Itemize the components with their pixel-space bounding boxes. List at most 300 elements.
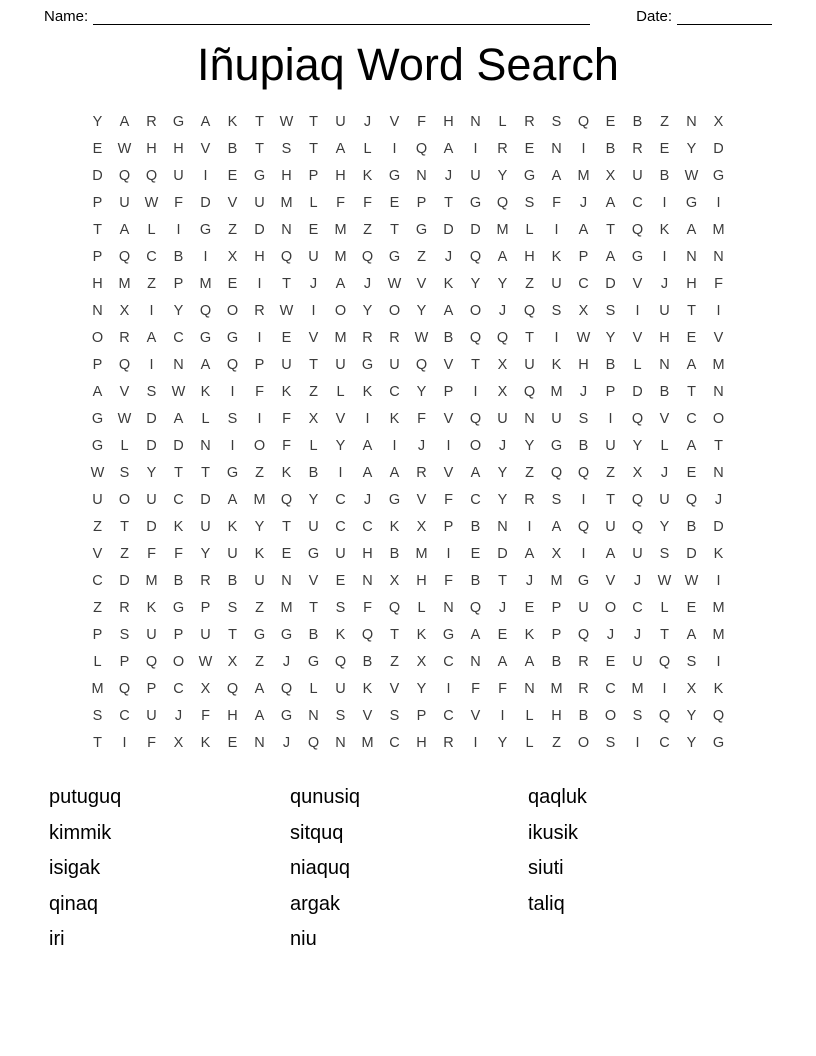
grid-cell: K [281,384,292,400]
grid-cell: G [253,168,266,184]
grid-cell: D [146,411,157,427]
grid-cell: L [336,384,345,400]
grid-cell: D [686,546,697,562]
grid-cell: Q [118,249,131,265]
grid-cell: D [497,546,508,562]
grid-cell: O [604,600,617,616]
grid-cell: I [122,735,127,751]
grid-cell: H [227,708,238,724]
grid-cell: R [443,735,454,751]
grid-cell: U [470,168,481,184]
grid-cell: K [227,114,238,130]
grid-cell: N [524,411,535,427]
grid-cell: L [309,438,318,454]
grid-cell: C [335,519,346,535]
grid-cell: U [605,519,616,535]
grid-cell: L [525,708,534,724]
grid-cell: B [605,141,616,157]
grid-cell: U [254,195,265,211]
grid-cell: B [632,114,643,130]
grid-cell: Z [255,465,264,481]
grid-cell: R [524,492,535,508]
grid-cell: K [551,357,562,373]
grid-cell: V [389,114,400,130]
grid-cell: M [280,600,293,616]
grid-cell: U [335,546,346,562]
grid-cell: F [147,735,156,751]
grid-cell: A [200,114,211,130]
grid-cell: Y [470,276,481,292]
grid-cell: K [659,222,670,238]
grid-cell: T [444,195,453,211]
grid-cell: Z [525,465,534,481]
grid-cell: I [257,411,262,427]
grid-cell: Q [469,600,482,616]
grid-cell: C [443,708,454,724]
grid-cell: N [470,114,481,130]
grid-cell: Y [497,276,508,292]
grid-cell: A [389,465,400,481]
grid-cell: V [659,411,670,427]
grid-cell: I [608,411,613,427]
grid-cell: U [308,519,319,535]
grid-cell: Q [577,465,590,481]
grid-cell: J [363,114,372,130]
grid-cell: I [203,168,208,184]
grid-cell: U [632,654,643,670]
grid-cell: B [470,519,481,535]
grid-cell: D [443,222,454,238]
grid-cell: Y [497,465,508,481]
grid-cell: R [416,465,427,481]
grid-cell: L [660,438,669,454]
grid-cell: E [605,114,616,130]
grid-cell: E [686,330,697,346]
grid-row [84,568,732,595]
grid-cell: F [174,195,183,211]
grid-cell: S [551,303,562,319]
grid-cell: B [551,654,562,670]
grid-cell: U [524,357,535,373]
grid-cell: Y [686,141,697,157]
grid-cell: Y [146,465,157,481]
name-label: Name: [44,8,89,25]
grid-cell: Q [577,627,590,643]
grid-cell: I [446,546,451,562]
grid-cell: U [227,546,238,562]
grid-cell: P [92,627,103,643]
grid-cell: T [660,627,669,643]
grid-cell: W [684,573,699,589]
grid-cell: D [254,222,265,238]
grid-cell: I [662,195,667,211]
grid-cell: Q [145,654,158,670]
grid-cell: B [308,465,319,481]
grid-cell: Q [226,681,239,697]
grid-cell: Q [685,492,698,508]
grid-cell: Z [93,600,102,616]
grid-cell: K [200,384,211,400]
grid-cell: D [713,519,724,535]
grid-cell: A [470,465,481,481]
grid-cell: Q [658,708,671,724]
grid-cell: W [657,573,672,589]
grid-cell: P [92,249,103,265]
grid-cell: Z [255,654,264,670]
grid-cell: C [92,573,103,589]
grid-cell: F [471,681,480,697]
grid-cell: W [171,384,186,400]
grid-cell: L [633,357,642,373]
grid-cell: G [712,168,725,184]
grid-cell: L [660,600,669,616]
grid-cell: Q [415,141,428,157]
grid-cell: K [389,519,400,535]
grid-cell: T [498,573,507,589]
grid-cell: A [605,195,616,211]
grid-cell: H [578,357,589,373]
grid-cell: A [335,276,346,292]
grid-cell: V [119,384,130,400]
grid-cell: F [363,195,372,211]
grid-cell: C [659,735,670,751]
grid-cell: A [686,222,697,238]
grid-cell: Y [605,330,616,346]
grid-cell: A [551,519,562,535]
grid-cell: K [713,681,724,697]
grid-cell: T [687,384,696,400]
grid-cell: G [307,654,320,670]
grid-cell: C [605,681,616,697]
grid-cell: T [309,141,318,157]
grid-cell: Q [631,492,644,508]
grid-cell: S [119,627,130,643]
grid-cell: A [119,114,130,130]
grid-cell: F [336,195,345,211]
grid-cell: D [146,519,157,535]
date-label: Date: [636,8,672,25]
word-list-item: niaquq [290,857,351,879]
grid-cell: U [632,168,643,184]
grid-cell: Q [550,465,563,481]
grid-cell: R [524,114,535,130]
word-list [49,780,816,958]
grid-cell: M [334,330,347,346]
grid-cell: Q [631,411,644,427]
grid-row [84,676,732,703]
grid-cell: L [309,195,318,211]
grid-cell: Q [118,168,131,184]
grid-cell: K [335,627,346,643]
grid-cell: H [443,114,454,130]
grid-row [84,595,732,622]
grid-cell: E [605,654,616,670]
word-list-item: ikusik [528,821,579,844]
grid-cell: L [309,681,318,697]
grid-cell: V [416,492,427,508]
grid-cell: A [686,438,697,454]
grid-cell: S [686,654,697,670]
grid-cell: X [200,681,211,697]
grid-cell: J [633,627,642,643]
grid-cell: J [660,465,669,481]
grid-cell: V [92,546,103,562]
grid-cell: I [662,249,667,265]
grid-cell: H [416,573,427,589]
grid-cell: Q [658,654,671,670]
grid-row [84,703,732,730]
grid-cell: E [470,546,481,562]
grid-cell: E [227,168,238,184]
grid-row [84,109,732,136]
grid-cell: W [117,411,132,427]
grid-cell: F [174,546,183,562]
grid-cell: Q [334,654,347,670]
grid-cell: C [389,384,400,400]
grid-cell: B [686,519,697,535]
grid-cell: U [281,357,292,373]
grid-cell: Q [496,195,509,211]
grid-cell: G [91,411,104,427]
grid-cell: C [389,735,400,751]
grid-cell: O [118,492,131,508]
grid-cell: Q [577,519,590,535]
grid-cell: U [146,492,157,508]
grid-cell: G [280,627,293,643]
grid-cell: X [578,303,589,319]
grid-cell: T [93,222,102,238]
grid-cell: Z [660,114,669,130]
grid-cell: C [686,411,697,427]
grid-cell: P [443,519,454,535]
grid-cell: B [308,627,319,643]
grid-cell: P [416,708,427,724]
grid-row [84,244,732,271]
grid-cell: H [686,276,697,292]
word-search-grid [84,109,732,757]
grid-cell: A [92,384,103,400]
grid-cell: O [226,303,239,319]
grid-cell: M [712,222,725,238]
grid-cell: O [334,303,347,319]
grid-cell: C [335,492,346,508]
grid-cell: I [203,249,208,265]
grid-cell: G [226,465,239,481]
word-list-item: sitquq [290,821,344,844]
grid-cell: Y [362,303,373,319]
grid-cell: R [362,330,373,346]
grid-cell: E [389,195,400,211]
grid-cell: H [335,168,346,184]
grid-cell: Q [469,249,482,265]
grid-cell: Y [308,492,319,508]
grid-cell: C [443,654,454,670]
grid-cell: X [632,465,643,481]
grid-cell: G [199,222,212,238]
grid-cell: M [496,222,509,238]
grid-cell: A [524,654,535,670]
grid-cell: Y [686,708,697,724]
grid-row [84,487,732,514]
grid-cell: M [577,168,590,184]
grid-cell: Q [577,114,590,130]
grid-cell: K [254,546,265,562]
grid-cell: I [716,195,721,211]
grid-cell: N [524,681,535,697]
grid-cell: K [173,519,184,535]
grid-cell: J [579,195,588,211]
grid-cell: V [416,276,427,292]
grid-cell: I [554,222,559,238]
grid-cell: A [497,249,508,265]
grid-cell: A [254,708,265,724]
grid-cell: I [716,303,721,319]
date-field [636,8,772,25]
grid-cell: B [659,384,670,400]
grid-cell: I [149,357,154,373]
grid-cell: K [200,735,211,751]
grid-cell: J [579,384,588,400]
grid-cell: S [335,600,346,616]
grid-cell: T [309,114,318,130]
grid-cell: Z [552,735,561,751]
grid-cell: C [173,681,184,697]
grid-cell: M [712,627,725,643]
grid-cell: B [578,438,589,454]
grid-cell: S [551,492,562,508]
grid-cell: U [146,627,157,643]
grid-cell: W [279,114,294,130]
grid-cell: I [635,303,640,319]
page-title: Iñupiaq Word Search [197,39,619,90]
grid-cell: Q [631,222,644,238]
grid-cell: X [173,735,184,751]
grid-cell: P [308,168,319,184]
grid-cell: F [201,708,210,724]
grid-row [84,271,732,298]
grid-cell: L [93,654,102,670]
grid-cell: L [120,438,129,454]
grid-cell: K [524,627,535,643]
grid-cell: B [173,573,184,589]
word-list-item: putuguq [49,786,122,808]
grid-cell: E [497,627,508,643]
grid-cell: Y [200,546,211,562]
grid-cell: I [338,465,343,481]
grid-cell: G [550,438,563,454]
grid-cell: E [659,141,670,157]
grid-row [84,730,732,757]
grid-cell: A [443,303,454,319]
grid-cell: Y [686,735,697,751]
grid-cell: Y [335,438,346,454]
grid-cell: P [200,600,211,616]
grid-cell: O [604,708,617,724]
grid-cell: N [551,141,562,157]
grid-cell: F [282,438,291,454]
grid-cell: Q [388,600,401,616]
grid-cell: Q [280,249,293,265]
grid-cell: U [659,492,670,508]
grid-cell: D [173,438,184,454]
grid-cell: A [227,492,238,508]
grid-cell: I [149,303,154,319]
grid-cell: Q [307,735,320,751]
grid-cell: C [119,708,130,724]
grid-cell: U [173,168,184,184]
grid-cell: P [551,600,562,616]
grid-cell: K [362,168,373,184]
grid-cell: A [578,222,589,238]
grid-cell: D [92,168,103,184]
grid-cell: B [227,141,238,157]
grid-cell: U [200,519,211,535]
grid-cell: G [712,735,725,751]
grid-cell: M [550,681,563,697]
grid-cell: R [578,681,589,697]
grid-cell: M [334,249,347,265]
grid-cell: S [605,735,616,751]
grid-cell: I [662,681,667,697]
grid-cell: Y [173,303,184,319]
grid-cell: M [91,681,104,697]
grid-cell: S [632,708,643,724]
grid-cell: I [230,438,235,454]
grid-cell: G [199,330,212,346]
grid-cell: Z [417,249,426,265]
grid-cell: V [443,357,454,373]
grid-cell: O [91,330,104,346]
grid-cell: Q [280,492,293,508]
grid-cell: T [282,276,291,292]
grid-cell: T [93,735,102,751]
grid-cell: J [363,492,372,508]
grid-cell: R [200,573,211,589]
grid-cell: Y [416,303,427,319]
grid-cell: Z [255,600,264,616]
grid-cell: X [308,411,319,427]
grid-cell: T [255,114,264,130]
grid-cell: F [552,195,561,211]
grid-cell: U [92,492,103,508]
grid-cell: C [578,276,589,292]
name-field [44,8,590,25]
grid-cell: W [144,195,159,211]
grid-cell: N [470,654,481,670]
grid-cell: G [442,627,455,643]
grid-cell: X [416,519,427,535]
grid-cell: Y [659,519,670,535]
grid-cell: H [173,141,184,157]
grid-row [84,649,732,676]
grid-cell: I [230,384,235,400]
grid-cell: B [362,654,373,670]
grid-cell: L [525,735,534,751]
grid-cell: C [632,195,643,211]
grid-cell: M [280,195,293,211]
grid-cell: Q [199,303,212,319]
grid-cell: T [120,519,129,535]
grid-cell: U [578,600,589,616]
grid-row [84,325,732,352]
grid-cell: Q [496,330,509,346]
grid-cell: Z [120,546,129,562]
grid-cell: T [390,627,399,643]
grid-cell: J [660,276,669,292]
grid-cell: O [469,303,482,319]
grid-cell: M [550,573,563,589]
grid-cell: T [228,627,237,643]
